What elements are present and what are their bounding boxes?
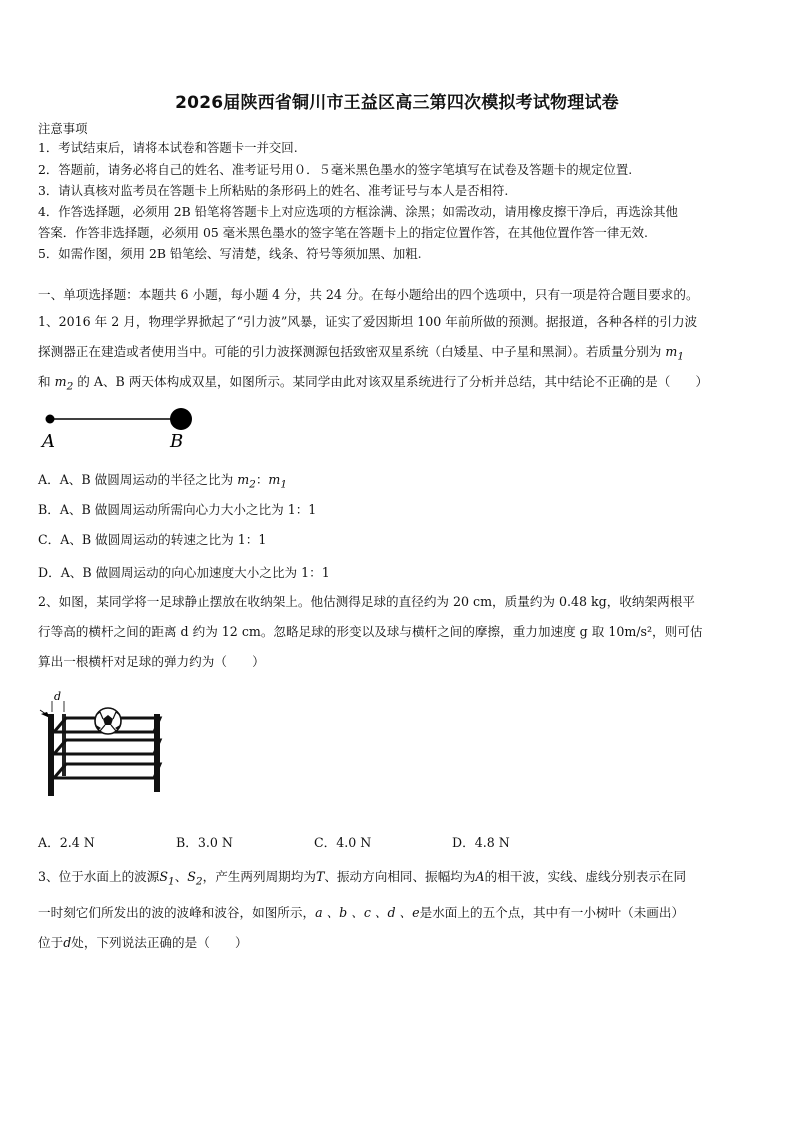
q2-option-a[interactable]: A．2.4 N (38, 835, 95, 850)
q3-line-2-a: 一时刻它们所发出的波的波峰和波谷，如图所示， (38, 905, 316, 920)
notice-item-4: 4．作答选择题，必须用 2B 铅笔将答题卡上对应选项的方框涂满、涂黑；如需改动，请用橡皮擦干净后，再选涂其他 (38, 204, 678, 219)
q2-line-2: 行等高的横杆之间的距离 d 约为 12 cm。忽略足球的形变以及球与横杆之间的摩擦，重力加速度 g 取 10m/s²，则可估 (38, 624, 703, 639)
q1-option-a-m1: m (268, 472, 281, 487)
q1-line-3 (38, 374, 760, 395)
q1-line-3-post: 的 A、B 两天体构成双星，如图所示。某同学由此对该双星系统进行了分析并总结，其中结论不正确的是（ ） (77, 374, 709, 389)
binary-star-figure (36, 404, 206, 454)
middle-shelf (54, 740, 160, 754)
q3-points: a 、b 、c 、d 、e (315, 905, 420, 920)
q3-s1-sub: 1 (168, 875, 175, 888)
notice-item-5: 5．如需作图，须用 2B 铅笔绘、写清楚，线条、符号等须加黑、加粗. (38, 246, 422, 261)
q1-option-a-sub2: 2 (249, 478, 256, 491)
q3-s1-letter: S (159, 869, 168, 884)
q3-s1 (159, 869, 175, 888)
q3-line-1-c: 、振动方向相同、振幅均为 (324, 869, 476, 884)
q3-s2 (187, 869, 203, 888)
notice-heading: 注意事项 (38, 121, 88, 136)
page-title: 2026届陕西省铜川市王益区高三第四次模拟考试物理试卷 (175, 93, 619, 113)
d-label: d (54, 690, 62, 703)
q2-option-b[interactable]: B．3.0 N (176, 835, 233, 850)
notice-item-1: 1．考试结束后，请将本试卷和答题卡一并交回. (38, 140, 298, 155)
q2-line-3: 算出一根横杆对足球的弹力约为（ ） (38, 654, 265, 669)
q1-line-3-pre: 和 (38, 374, 51, 389)
q3-sep: 、 (174, 869, 188, 884)
q3-line-1 (38, 869, 760, 890)
q3-line-3-a: 位于 (38, 935, 64, 950)
q1-option-d[interactable]: D．A、B 做圆周运动的向心加速度大小之比为 1：1 (38, 565, 330, 580)
soccer-ball-icon (95, 708, 121, 734)
q1-option-a-m2: m (237, 472, 250, 487)
q1-option-c[interactable]: C．A、B 做圆周运动的转速之比为 1：1 (38, 532, 267, 547)
star-b-dot (170, 408, 192, 430)
q3-line-1-d: 的相干波，实线、虚线分别表示在同 (484, 869, 687, 884)
bottom-shelf (54, 764, 160, 778)
q1-option-b[interactable]: B．A、B 做圆周运动所需向心力大小之比为 1：1 (38, 502, 317, 517)
q1-m1-letter: m (665, 344, 678, 359)
q1-m2-sub: 2 (66, 380, 74, 393)
notice-item-4-cont: 答案．作答非选择题，必须用 05 毫米黑色墨水的签字笔在答题卡上的指定位置作答，在其他位置作答一律无效. (38, 225, 648, 240)
q1-option-a-expr (237, 472, 256, 491)
q2-option-c[interactable]: C．4.0 N (314, 835, 372, 850)
q3-s2-letter: S (187, 869, 196, 884)
q3-point-d: d (63, 935, 72, 950)
q3-line-1-b: ，产生两列周期均为 (202, 869, 316, 884)
shelf-figure (38, 688, 168, 800)
notice-item-2: 2．答题前，请务必将自己的姓名、准考证号用０．５毫米黑色墨水的签字笔填写在试卷及答题卡的规定位置. (38, 162, 633, 177)
q3-amplitude-symbol: A (475, 869, 485, 884)
notice-item-3: 3．请认真核对监考员在答题卡上所粘贴的条形码上的姓名、准考证号与本人是否相符. (38, 183, 509, 198)
q1-m2-letter: m (54, 374, 67, 389)
q3-line-3 (38, 935, 760, 951)
section-heading: 一、单项选择题：本题共 6 小题，每小题 4 分，共 24 分。在每小题给出的四个选项中，只有一项是符合题目要求的。 (38, 287, 699, 302)
q3-line-3-b: 处，下列说法正确的是（ ） (71, 935, 248, 950)
star-b-label: B (170, 431, 184, 452)
q1-option-a-colon: ： (255, 472, 269, 487)
q2-line-1: 2、如图，某同学将一足球静止摆放在收纳架上。他估测得足球的直径约为 20 cm，质量约为 0.48 kg，收纳架两根平 (38, 594, 695, 609)
q3-line-2 (38, 905, 760, 921)
q1-option-a-text: A．A、B 做圆周运动的半径之比为 (38, 472, 234, 487)
q2-option-d[interactable]: D．4.8 N (452, 835, 510, 850)
q3-line-2-b: 是水面上的五个点，其中有一小树叶（未画出） (419, 905, 685, 920)
star-a-dot (46, 415, 55, 424)
q1-option-a-expr-2 (268, 472, 288, 491)
q1-m2 (54, 374, 74, 393)
q3-period-symbol: T (315, 869, 325, 884)
q1-m1 (665, 344, 685, 363)
q1-option-a[interactable] (38, 469, 287, 491)
q1-option-a-sub1: 1 (280, 478, 288, 491)
q1-line-1: 1、2016 年 2 月，物理学界掀起了“引力波”风暴，证实了爱因斯坦 100 年前所做的预测。据报道，各种各样的引力波 (38, 314, 698, 329)
q3-s2-sub: 2 (195, 875, 203, 888)
star-a-label: A (42, 431, 55, 452)
q1-m1-sub: 1 (677, 350, 685, 363)
q1-line-2 (38, 344, 760, 365)
q1-line-2-text: 探测器正在建造或者使用当中。可能的引力波探测源包括致密双星系统（白矮星、中子星和黑洞）。若质量分别为 (38, 344, 662, 359)
q3-line-1-a: 3、位于水面上的波源 (38, 869, 160, 884)
